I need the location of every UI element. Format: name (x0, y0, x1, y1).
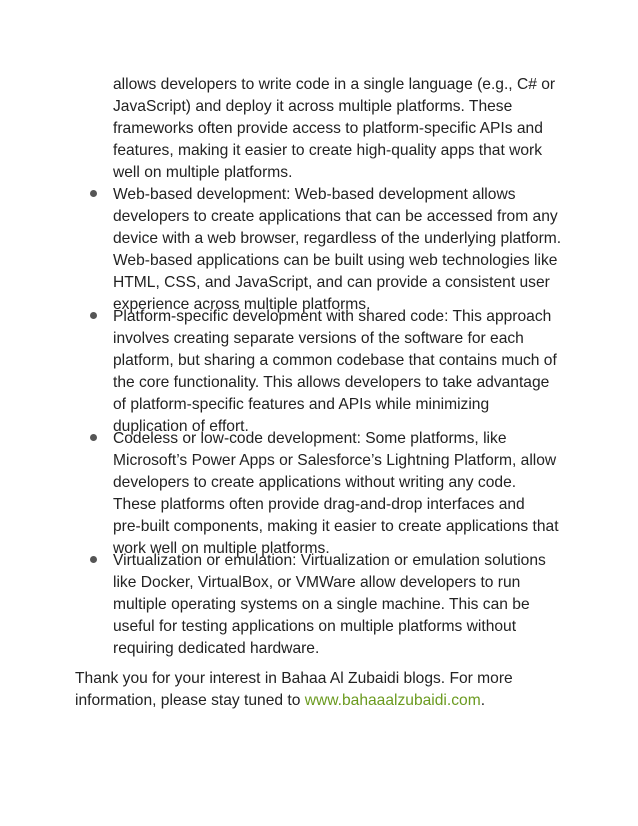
bullet-2-line: involves creating separate versions of the software for each (113, 330, 524, 347)
website-link[interactable]: www.bahaaalzubaidi.com (304, 692, 481, 709)
continued-paragraph-line: JavaScript) and deploy it across multiple platforms. These (113, 98, 513, 115)
bullet-icon (90, 190, 97, 197)
bullet-2-line: of platform-specific features and APIs while minimizing (113, 396, 490, 413)
bullet-3-line: developers to create applications without writing any code. (113, 474, 517, 491)
continued-paragraph-line: features, making it easier to create high-quality apps that work (113, 142, 543, 159)
bullet-1-line: developers to create applications that can be accessed from any (113, 208, 558, 225)
bullet-4-line: Virtualization or emulation: Virtualization or emulation solutions (113, 552, 546, 569)
bullet-3-line: pre-built components, making it easier to create applications that (113, 518, 559, 535)
bullet-2-line: duplication of effort. (113, 418, 249, 435)
bullet-1-line: experience across multiple platforms. (113, 296, 371, 313)
bullet-3-line: Microsoft’s Power Apps or Salesforce’s Lightning Platform, allow (113, 452, 557, 469)
bullet-4-line: multiple operating systems on a single machine. This can be (113, 596, 530, 613)
bullet-3-line: These platforms often provide drag-and-drop interfaces and (113, 496, 525, 513)
closing-line-1: Thank you for your interest in Bahaa Al Zubaidi blogs. For more (75, 670, 513, 687)
bullet-3-line: Codeless or low-code development: Some platforms, like (113, 430, 507, 447)
bullet-icon (90, 434, 97, 441)
continued-paragraph-line: well on multiple platforms. (113, 164, 293, 181)
closing-suffix: . (480, 692, 486, 709)
continued-paragraph-line: frameworks often provide access to platform-specific APIs and (113, 120, 543, 137)
bullet-3-line: work well on multiple platforms. (113, 540, 330, 557)
bullet-1-line: Web-based development: Web-based development allows (113, 186, 516, 203)
bullet-icon (90, 556, 97, 563)
bullet-2-line: Platform-specific development with shared code: This approach (113, 308, 552, 325)
bullet-4-line: requiring dedicated hardware. (113, 640, 320, 657)
closing-line-2 (75, 691, 485, 710)
bullet-1-line: Web-based applications can be built using web technologies like (113, 252, 558, 269)
bullet-4-line: useful for testing applications on multiple platforms without (113, 618, 517, 635)
continued-paragraph-line: allows developers to write code in a single language (e.g., C# or (113, 76, 556, 93)
bullet-1-line: device with a web browser, regardless of the underlying platform. (113, 230, 562, 247)
bullet-2-line: platform, but sharing a common codebase that contains much of (113, 352, 557, 369)
closing-prefix: information, please stay tuned to (75, 692, 305, 709)
bullet-4-line: like Docker, VirtualBox, or VMWare allow developers to run (113, 574, 521, 591)
bullet-icon (90, 312, 97, 319)
bullet-2-line: the core functionality. This allows developers to take advantage (113, 374, 550, 391)
bullet-1-line: HTML, CSS, and JavaScript, and can provide a consistent user (113, 274, 550, 291)
